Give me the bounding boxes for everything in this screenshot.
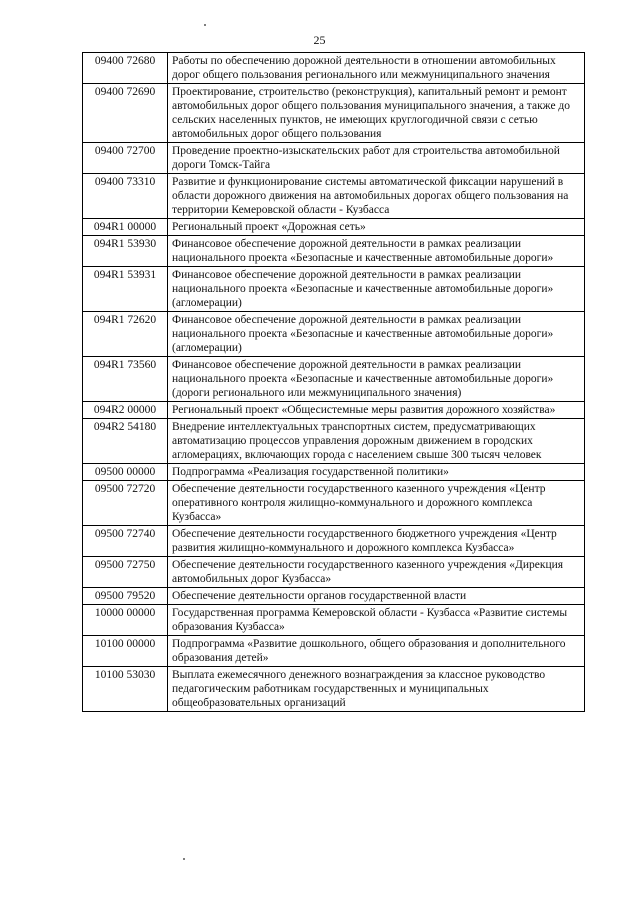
expense-description: Внедрение интеллектуальных транспортных систем, предусматривающих автоматизацию процессов управления дорожным движением в городских агломерациях, включающих города с населением свыше 300 тысяч человек <box>168 419 585 464</box>
table-row <box>83 357 585 402</box>
expense-description: Финансовое обеспечение дорожной деятельности в рамках реализации национального проекта «Безопасные и качественные автомобильные дороги» (дороги регионального или межмуниципального значения) <box>168 357 585 402</box>
classification-code: 09500 00000 <box>83 464 168 481</box>
classification-code: 09500 79520 <box>83 588 168 605</box>
expense-description: Региональный проект «Общесистемные меры развития дорожного хозяйства» <box>168 402 585 419</box>
expense-description: Проведение проектно-изыскательских работ для строительства автомобильной дороги Томск-Тайга <box>168 143 585 174</box>
table-row <box>83 605 585 636</box>
classification-code: 09500 72720 <box>83 481 168 526</box>
expense-description: Обеспечение деятельности государственного бюджетного учреждения «Центр развития жилищно-коммунального и дорожного комплекса Кузбасса» <box>168 526 585 557</box>
page-number: 25 <box>313 33 326 47</box>
scan-speck <box>204 24 206 26</box>
expense-description: Подпрограмма «Развитие дошкольного, общего образования и дополнительного образования детей» <box>168 636 585 667</box>
expense-description: Финансовое обеспечение дорожной деятельности в рамках реализации национального проекта «Безопасные и качественные автомобильные дороги» <box>168 236 585 267</box>
table-body <box>83 53 585 712</box>
table-row <box>83 557 585 588</box>
table-row <box>83 143 585 174</box>
classification-code: 094R1 00000 <box>83 219 168 236</box>
table-row <box>83 526 585 557</box>
classification-code: 094R2 54180 <box>83 419 168 464</box>
classification-code: 10000 00000 <box>83 605 168 636</box>
classification-code: 09500 72740 <box>83 526 168 557</box>
table-row <box>83 236 585 267</box>
classification-code: 094R1 53930 <box>83 236 168 267</box>
expense-description: Обеспечение деятельности органов государственной власти <box>168 588 585 605</box>
expense-description: Подпрограмма «Реализация государственной политики» <box>168 464 585 481</box>
expense-description: Работы по обеспечению дорожной деятельности в отношении автомобильных дорог общего пользования регионального или межмуниципального значения <box>168 53 585 84</box>
table-row <box>83 481 585 526</box>
classification-code: 09400 72680 <box>83 53 168 84</box>
classification-code: 09400 73310 <box>83 174 168 219</box>
table-row <box>83 219 585 236</box>
scan-speck <box>183 858 185 860</box>
expense-description: Финансовое обеспечение дорожной деятельности в рамках реализации национального проекта «Безопасные и качественные автомобильные дороги» (агломерации) <box>168 267 585 312</box>
expense-description: Обеспечение деятельности государственного казенного учреждения «Центр оперативного контроля жилищно-коммунального и дорожного комплекса Кузбасса» <box>168 481 585 526</box>
table-row <box>83 53 585 84</box>
classification-code: 10100 53030 <box>83 667 168 712</box>
table-row <box>83 312 585 357</box>
expense-description: Проектирование, строительство (реконструкция), капитальный ремонт и ремонт автомобильных дорог общего пользования муниципального значения, а также до сельских населенных пунктов, не имеющих круглогодичной связи с сетью автомобильных дорог общего пользования <box>168 84 585 143</box>
expense-description: Выплата ежемесячного денежного вознаграждения за классное руководство педагогическим работникам государственных и муниципальных общеобразовательных организаций <box>168 667 585 712</box>
table-row <box>83 667 585 712</box>
table-row <box>83 84 585 143</box>
table-row <box>83 419 585 464</box>
expense-description: Финансовое обеспечение дорожной деятельности в рамках реализации национального проекта «Безопасные и качественные автомобильные дороги» (агломерации) <box>168 312 585 357</box>
classification-code: 094R1 73560 <box>83 357 168 402</box>
classification-code: 09500 72750 <box>83 557 168 588</box>
classification-code: 09400 72700 <box>83 143 168 174</box>
budget-classification-table <box>82 52 585 712</box>
expense-description: Региональный проект «Дорожная сеть» <box>168 219 585 236</box>
expense-description: Обеспечение деятельности государственного казенного учреждения «Дирекция автомобильных дорог Кузбасса» <box>168 557 585 588</box>
classification-code: 094R1 72620 <box>83 312 168 357</box>
table-row <box>83 588 585 605</box>
table-row <box>83 267 585 312</box>
classification-code: 09400 72690 <box>83 84 168 143</box>
expense-description: Государственная программа Кемеровской области - Кузбасса «Развитие системы образования Кузбасса» <box>168 605 585 636</box>
table-row <box>83 636 585 667</box>
expense-description: Развитие и функционирование системы автоматической фиксации нарушений в области дорожного движения на автомобильных дорогах общего пользования на территории Кемеровской области - Кузбасса <box>168 174 585 219</box>
classification-code: 094R1 53931 <box>83 267 168 312</box>
table-row <box>83 464 585 481</box>
table-row <box>83 402 585 419</box>
table-row <box>83 174 585 219</box>
classification-code: 10100 00000 <box>83 636 168 667</box>
classification-code: 094R2 00000 <box>83 402 168 419</box>
